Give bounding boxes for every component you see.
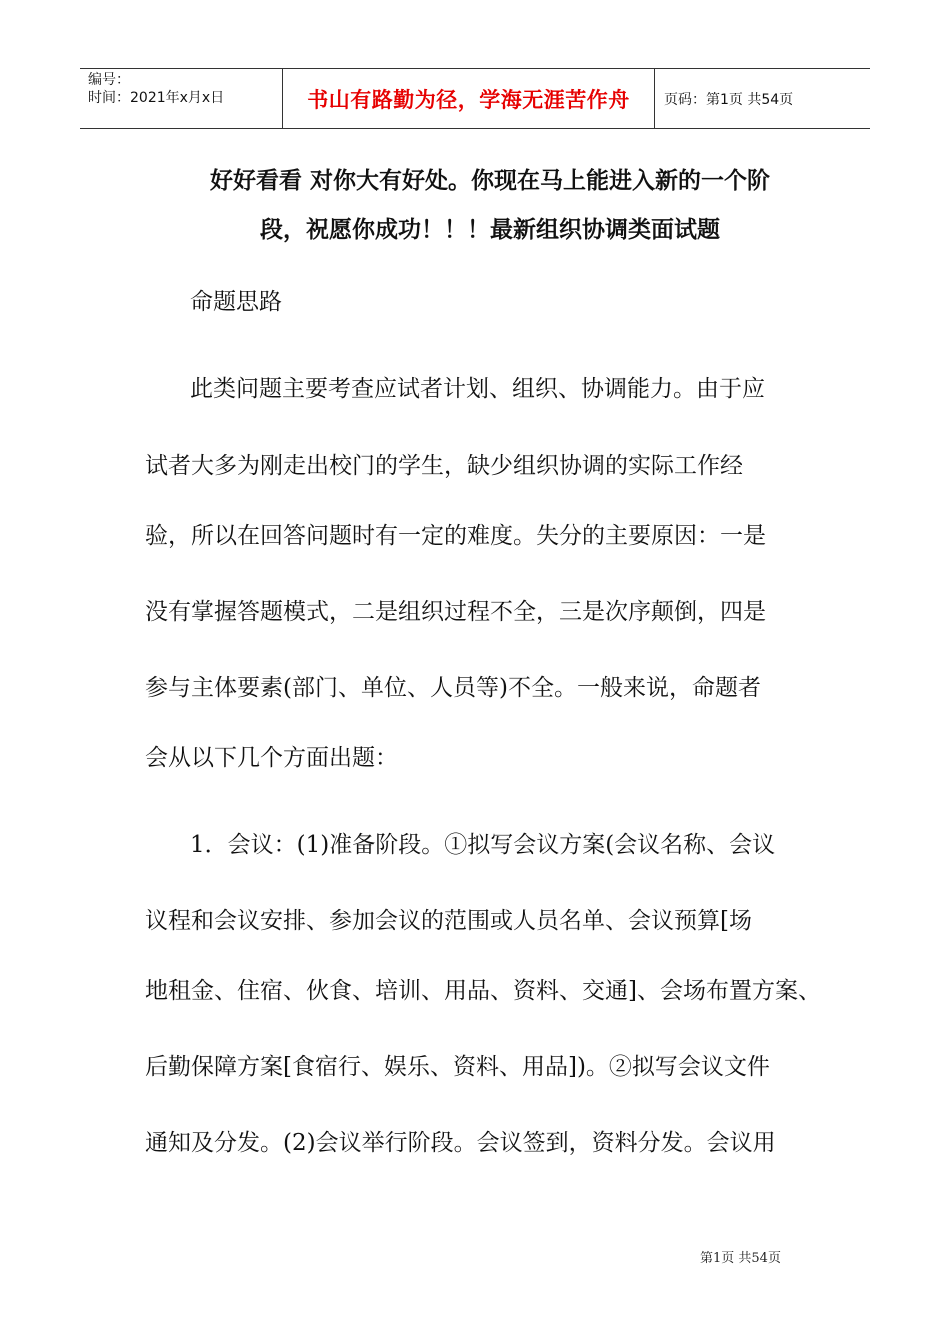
document-title-line-1: 好好看看 对你大有好处。你现在马上能进入新的一个阶 [209, 167, 770, 194]
paragraph-line: 会从以下几个方面出题： [145, 745, 398, 771]
time-label: 时间：2021年x月x日 [88, 90, 225, 106]
paragraph-line: 1．会议：(1)准备阶段。①拟写会议方案(会议名称、会议 [190, 832, 776, 858]
paragraph-line: 议程和会议安排、参加会议的范围或人员名单、会议预算[场 [145, 908, 752, 934]
paragraph-line: 后勤保障方案[食宿行、娱乐、资料、用品])。②拟写会议文件 [145, 1054, 770, 1080]
paragraph-line: 试者大多为刚走出校门的学生，缺少组织协调的实际工作经 [145, 453, 743, 479]
header-meta-cell [80, 69, 282, 128]
serial-number-label: 编号： [88, 72, 130, 88]
paragraph-line: 地租金、住宿、伙食、培训、用品、资料、交通]、会场布置方案、 [145, 978, 821, 1004]
footer-page-number: 第1页 共54页 [700, 1251, 781, 1266]
header-page-number: 页码：第1页 共54页 [664, 91, 794, 108]
header-table [80, 68, 870, 129]
header-motto: 书山有路勤为径，学海无涯苦作舟 [282, 69, 655, 128]
section-heading: 命题思路 [190, 289, 282, 315]
document-title-line-2: 段，祝愿你成功！！！最新组织协调类面试题 [260, 216, 720, 243]
paragraph-line: 此类问题主要考查应试者计划、组织、协调能力。由于应 [190, 376, 765, 402]
paragraph-line: 验，所以在回答问题时有一定的难度。失分的主要原因：一是 [145, 523, 766, 549]
paragraph-line: 通知及分发。(2)会议举行阶段。会议签到，资料分发。会议用 [145, 1130, 776, 1156]
paragraph-line: 参与主体要素(部门、单位、人员等)不全。一般来说，命题者 [145, 675, 761, 701]
paragraph-line: 没有掌握答题模式，二是组织过程不全，三是次序颠倒，四是 [145, 599, 766, 625]
